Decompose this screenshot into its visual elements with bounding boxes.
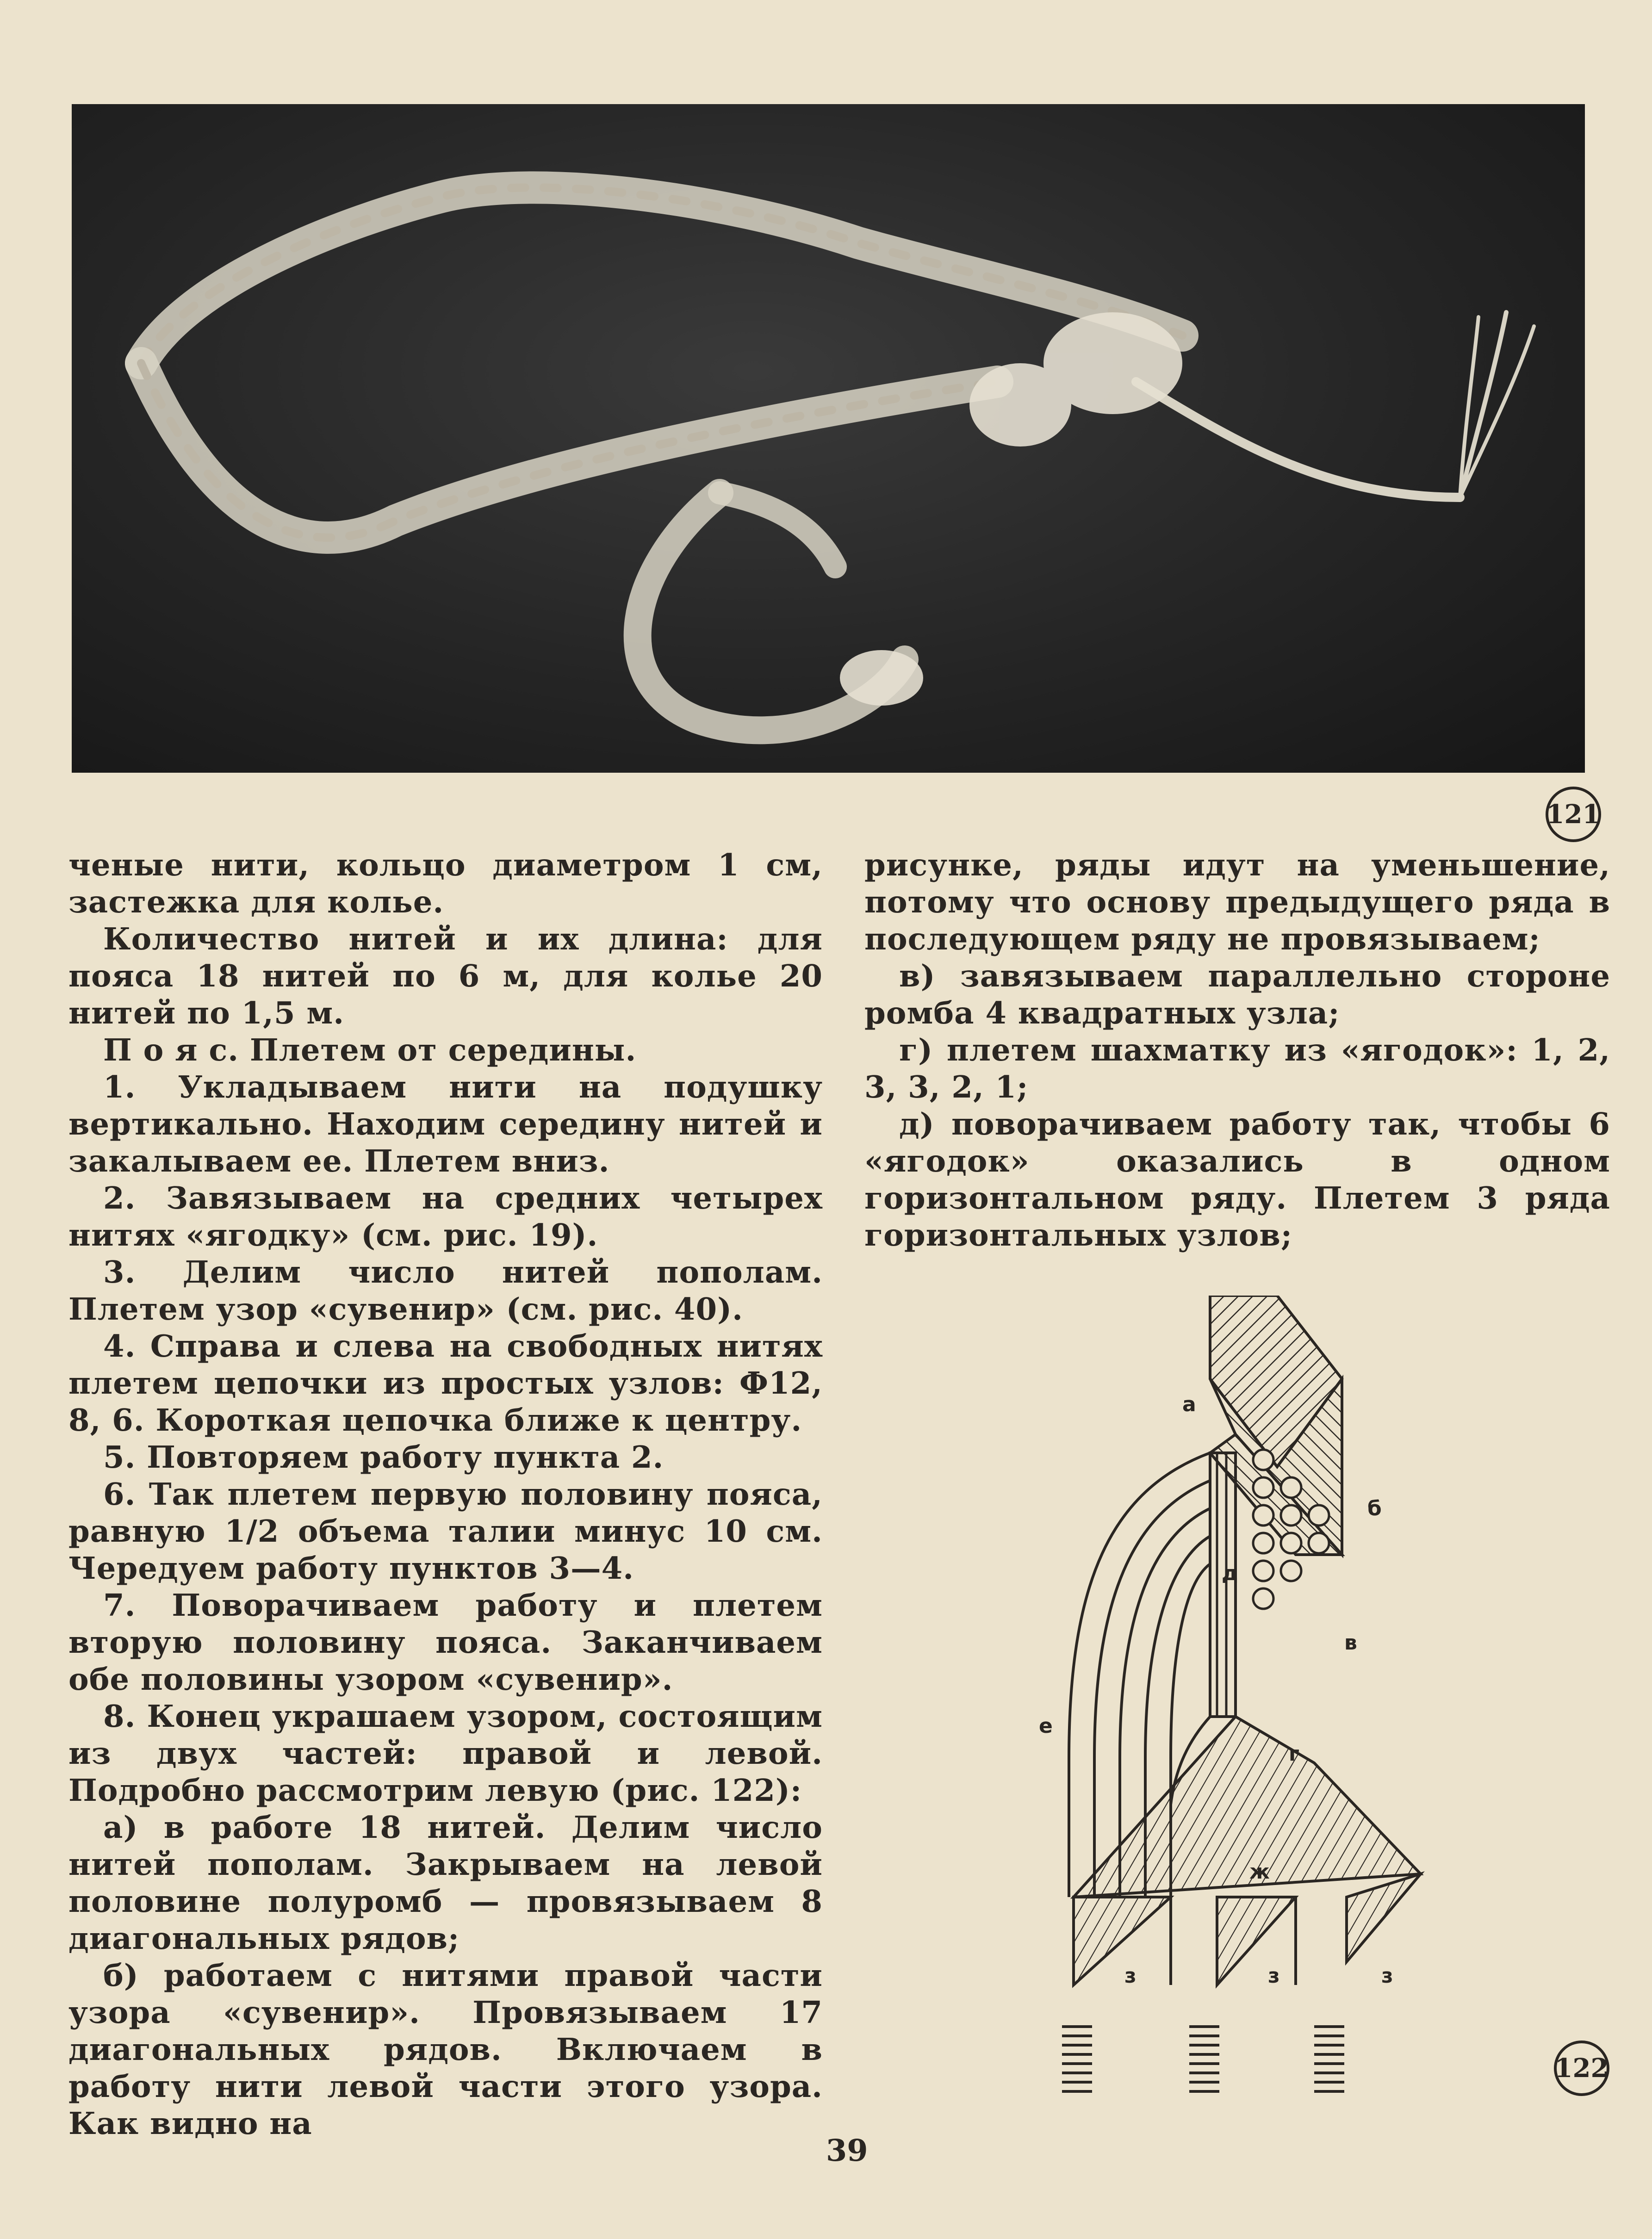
paragraph: П о я с. Плетем от середины. <box>103 1032 637 1068</box>
paragraph: а) в работе 18 нитей. Делим число нитей пополам. Закрываем на левой половине полуромб — провязываем 8 диагональных рядов; <box>68 1810 823 1956</box>
label-z1: з <box>1124 1964 1137 1988</box>
paragraph: 7. Поворачиваем работу и плетем вторую половину пояса. Заканчиваем обе половины узором «сувенир». <box>68 1588 823 1697</box>
paragraph: 2. Завязываем на средних четырех нитях «ягодку» (см. рис. 19). <box>68 1180 823 1253</box>
paragraph: 8. Конец украшаем узором, состоящим из двух частей: правой и левой. Подробно рассмотрим левую (рис. 122): <box>68 1699 823 1808</box>
paragraph: Количество нитей и их длина: для пояса 18 нитей по 6 м, для колье 20 нитей по 1,5 м. <box>68 921 823 1031</box>
belt-photo <box>72 104 1585 773</box>
paragraph: 4. Справа и слева на свободных нитях плетем цепочки из простых узлов: Ф12, 8, 6. Короткая цепочка ближе к центру. <box>68 1328 823 1438</box>
label-d: д <box>1222 1562 1238 1585</box>
label-g: г <box>1289 1742 1299 1766</box>
figure-121-number: 121 <box>1546 787 1601 842</box>
label-b: б <box>1367 1497 1382 1520</box>
paragraph: 1. Укладываем нити на подушку вертикально. Находим середину нитей и закалываем ее. Плетем вниз. <box>68 1069 823 1179</box>
paragraph: д) поворачиваем работу так, чтобы 6 «ягодок» оказались в одном горизонтальном ряду. Плетем 3 ряда горизонтальных узлов; <box>864 1106 1610 1253</box>
label-z2: з <box>1268 1964 1280 1988</box>
label-a: а <box>1182 1393 1196 1416</box>
paragraph: 5. Повторяем работу пункта 2. <box>103 1439 664 1475</box>
left-text-column <box>68 847 823 2142</box>
paragraph: 6. Так плетем первую половину пояса, равную 1/2 объема талии минус 10 см. Чередуем работу пунктов 3—4. <box>68 1476 823 1586</box>
paragraph: 3. Делим число нитей пополам. Плетем узор «сувенир» (см. рис. 40). <box>68 1254 823 1327</box>
paragraph: ченые нити, кольцо диаметром 1 см, застежка для колье. <box>68 847 823 920</box>
paragraph: в) завязываем параллельно стороне ромба 4 квадратных узла; <box>864 958 1610 1031</box>
knot-diagram <box>1037 1296 1499 2119</box>
figure-122-number: 122 <box>1554 2041 1609 2096</box>
paragraph: г) плетем шахматку из «ягодок»: 1, 2, 3, 3, 2, 1; <box>864 1032 1610 1105</box>
label-v: в <box>1344 1631 1357 1655</box>
knot-diagram-drawing <box>1037 1296 1499 2119</box>
paragraph: рисунке, ряды идут на уменьшение, потому что основу предыдущего ряда в последующем ряду не провязываем; <box>864 847 1610 957</box>
page-number: 39 <box>826 2133 868 2168</box>
right-text-column <box>864 847 1610 1254</box>
paragraph: б) работаем с нитями правой части узора «сувенир». Провязываем 17 диагональных рядов. Включаем в работу нити левой части этого узора. Как видно на <box>68 1958 823 2141</box>
label-e: е <box>1039 1714 1053 1738</box>
belt-illustration <box>72 104 1585 773</box>
label-z3: з <box>1381 1964 1393 1988</box>
label-zh: ж <box>1249 1860 1270 1884</box>
